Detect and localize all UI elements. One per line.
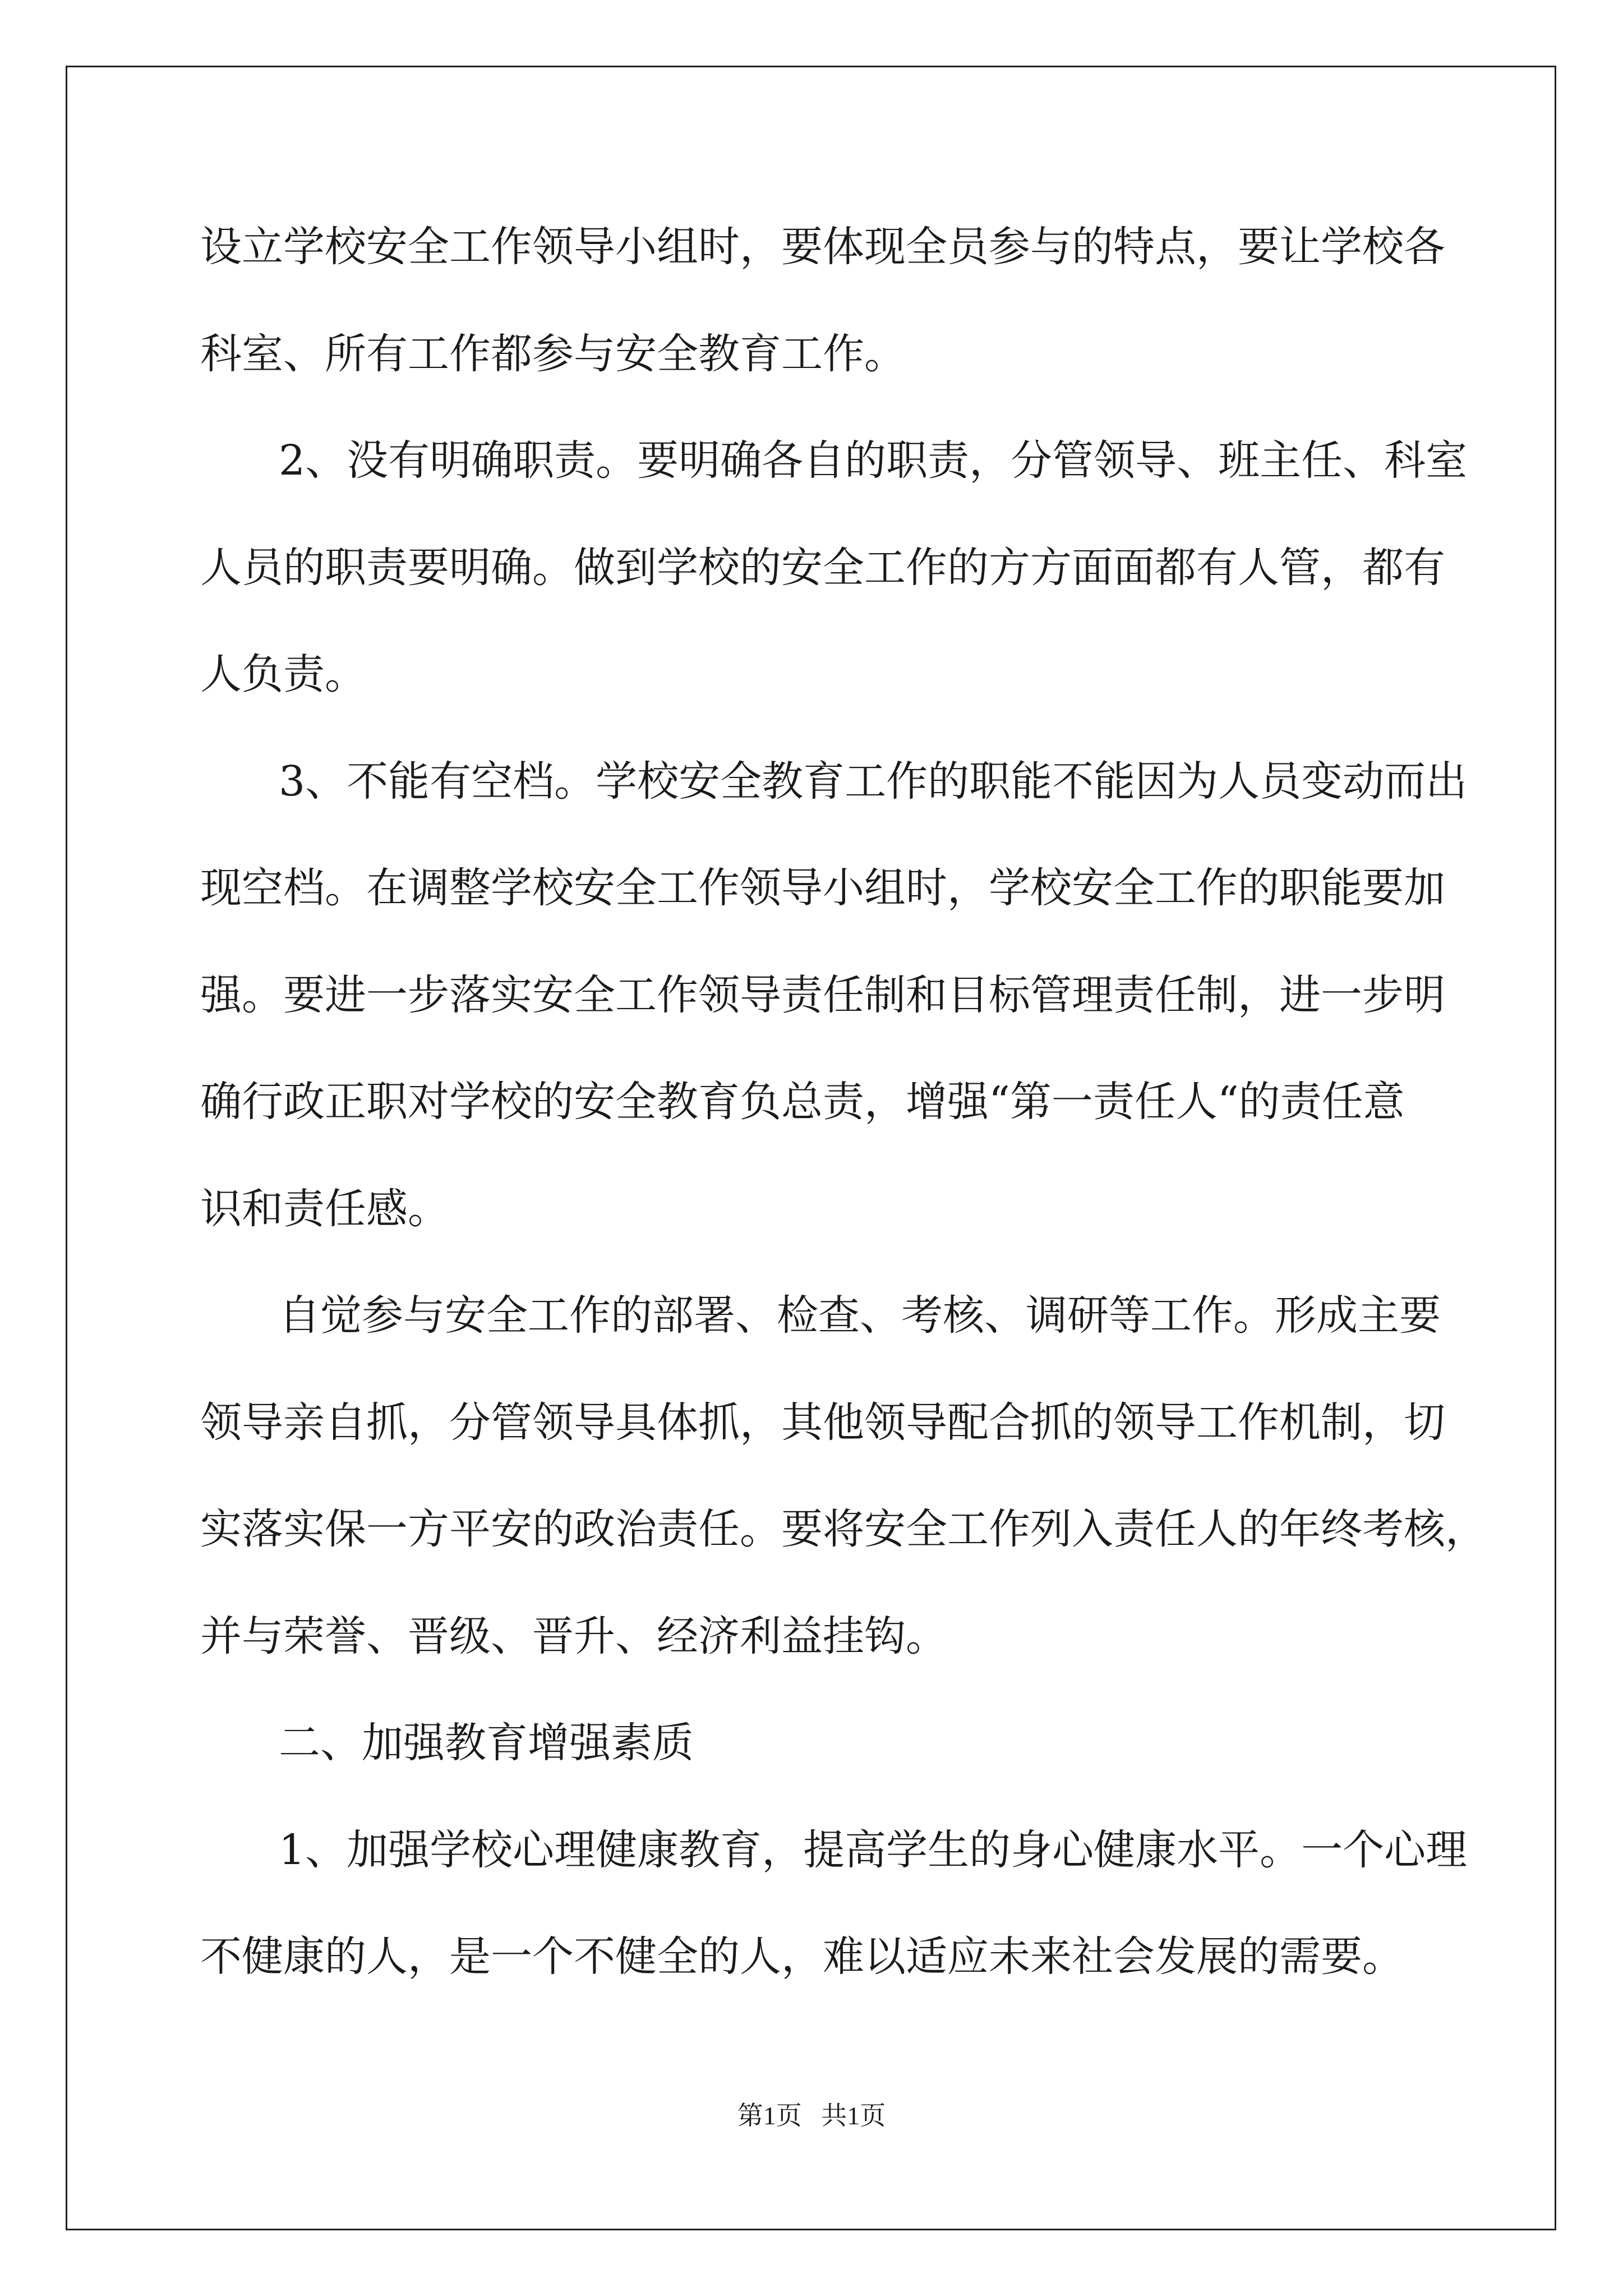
text-line: 科室、所有工作都参与安全教育工作。 xyxy=(200,330,906,378)
text-line: 设立学校安全工作领导小组时，要体现全员参与的特点，要让学校各 xyxy=(200,223,1445,271)
text-line: 自觉参与安全工作的部署、检查、考核、调研等工作。形成主要 xyxy=(279,1291,1441,1340)
text-line: 领导亲自抓，分管领导具体抓，其他领导配合抓的领导工作机制，切 xyxy=(200,1398,1445,1447)
text-line: 1、加强学校心理健康教育，提高学生的身心健康水平。一个心理 xyxy=(279,1826,1468,1874)
text-line: 强。要进一步落实安全工作领导责任制和目标管理责任制，进一步明 xyxy=(200,971,1445,1019)
text-line: 不健康的人，是一个不健全的人，难以适应未来社会发展的需要。 xyxy=(200,1932,1404,1981)
section-heading: 二、加强教育增强素质 xyxy=(279,1719,694,1767)
page-footer: 第1页 共1页 xyxy=(737,2101,886,2130)
text-line: 并与荣誉、晋级、晋升、经济利益挂钩。 xyxy=(200,1612,947,1660)
text-line: 2、没有明确职责。要明确各自的职责，分管领导、班主任、科室 xyxy=(279,436,1468,485)
text-line: 3、不能有空档。学校安全教育工作的职能不能因为人员变动而出 xyxy=(279,757,1468,806)
text-line: 确行政正职对学校的安全教育负总责，增强“第一责任人“的责任意 xyxy=(200,1078,1405,1126)
text-line: 人负责。 xyxy=(200,650,366,698)
text-line: 实落实保一方平安的政治责任。要将安全工作列入责任人的年终考核， xyxy=(200,1505,1487,1553)
page-border xyxy=(66,66,1556,2230)
text-line: 人员的职责要明确。做到学校的安全工作的方方面面都有人管，都有 xyxy=(200,544,1445,592)
text-line: 识和责任感。 xyxy=(200,1185,449,1233)
text-line: 现空档。在调整学校安全工作领导小组时，学校安全工作的职能要加 xyxy=(200,864,1445,912)
